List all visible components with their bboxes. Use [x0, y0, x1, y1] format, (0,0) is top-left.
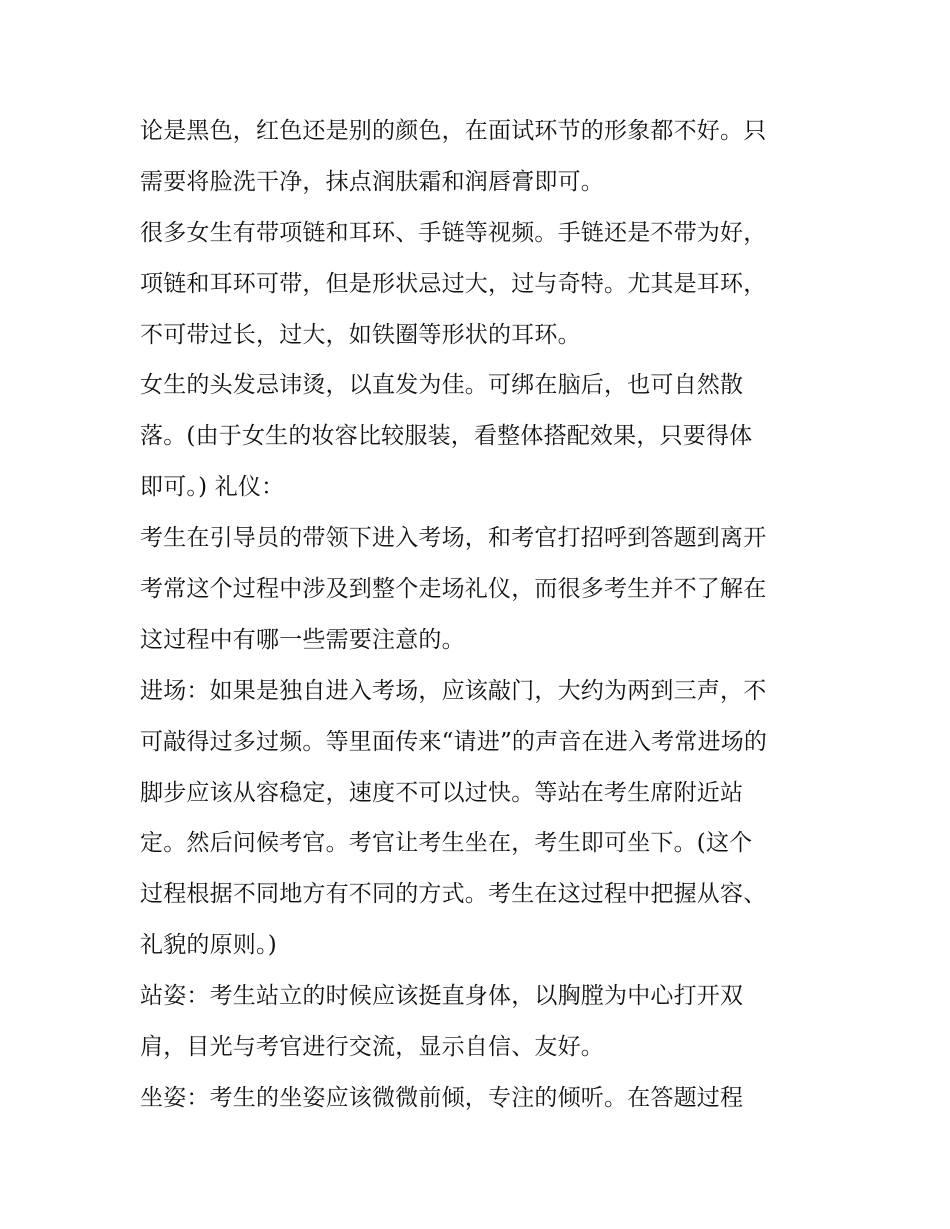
text-line: 考常这个过程中涉及到整个走场礼仪，而很多考生并不了解在 [140, 576, 767, 603]
text-line: 进场：如果是独自进入考场，应该敲门，大约为两到三声，不 [140, 677, 767, 704]
text-line: 女生的头发忌讳烫，以直发为佳。可绑在脑后，也可自然散 [140, 372, 744, 399]
text-line: 脚步应该从容稳定，速度不可以过快。等站在考生席附近站 [140, 779, 744, 806]
text-line: 礼貌的原则。) [140, 932, 277, 959]
text-line: 不可带过长，过大，如铁圈等形状的耳环。 [140, 321, 581, 348]
text-line: 很多女生有带项链和耳环、手链等视频。手链还是不带为好， [140, 219, 767, 246]
text-line: 可敲得过多过频。等里面传来“请进”的声音在进入考常进场的 [140, 728, 768, 755]
text-line: 这过程中有哪一些需要注意的。 [140, 626, 465, 653]
body-text [140, 108, 820, 1126]
text-line: 过程根据不同地方有不同的方式。考生在这过程中把握从容、 [140, 881, 767, 908]
text-line: 考生在引导员的带领下进入考场，和考官打招呼到答题到离开 [140, 525, 767, 552]
text-line: 肩，目光与考官进行交流，显示自信、友好。 [140, 1034, 604, 1061]
text-line: 论是黑色，红色还是别的颜色，在面试环节的形象都不好。只 [140, 118, 767, 144]
text-line: 需要将脸洗干净，抹点润肤霜和润唇膏即可。 [140, 168, 604, 195]
text-line: 坐姿：考生的坐姿应该微微前倾，专注的倾听。在答题过程 [140, 1084, 744, 1111]
text-line: 定。然后问候考官。考官让考生坐在，考生即可坐下。(这个 [140, 830, 753, 857]
text-line: 项链和耳环可带，但是形状忌过大，过与奇特。尤其是耳环， [140, 270, 767, 297]
text-line: 落。(由于女生的妆容比较服装，看整体搭配效果，只要得体 [140, 423, 753, 450]
text-line: 即可。) 礼仪： [140, 474, 285, 501]
text-line: 站姿：考生站立的时候应该挺直身体，以胸膛为中心打开双 [140, 983, 744, 1010]
